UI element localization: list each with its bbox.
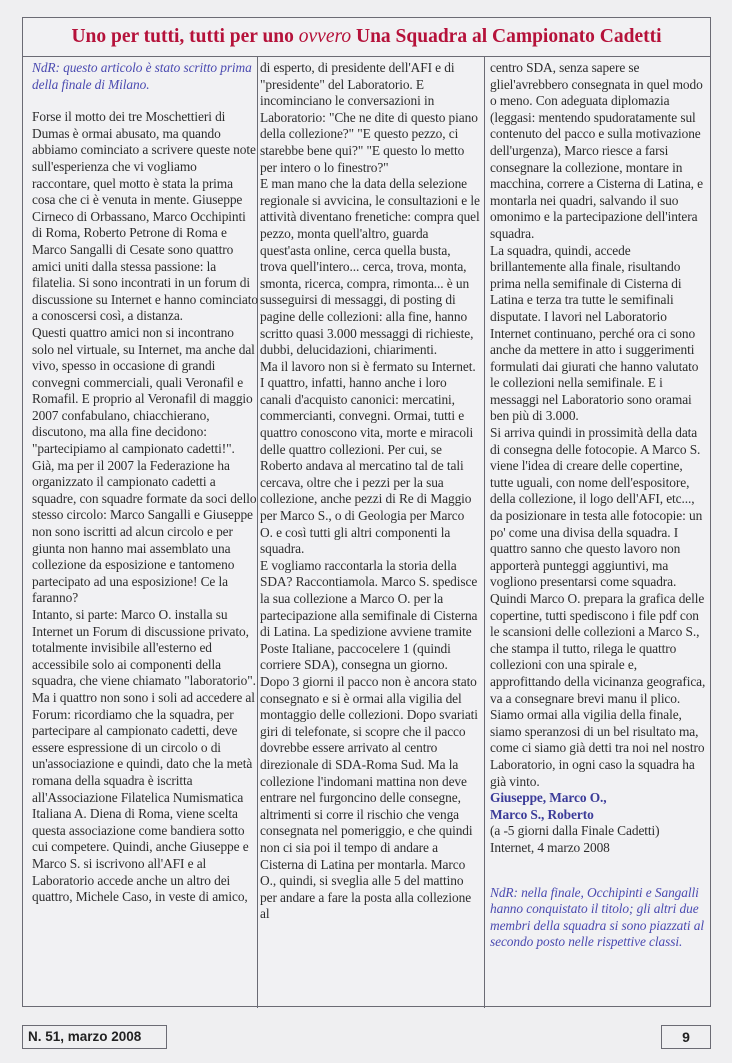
column-divider — [484, 56, 485, 1008]
title-part1: Uno per tutti, tutti per uno — [71, 26, 299, 47]
article-columns — [23, 56, 710, 1008]
paragraph: Questi quattro amici non si incontrano solo nel virtuale, su Internet, ma anche dal vivo, spesso in occasione di grandi convegni commerciali, quali Veronafil e Romafil. E proprio al Veronafil di maggio 2007 confabulano, chiacchierano, discutono, ma alla fine decidono: "partecipiamo al campionato cadetti!". — [32, 324, 255, 457]
column-2 — [260, 60, 480, 1004]
signature-line: Marco S., Roberto — [490, 806, 594, 822]
paragraph: centro SDA, senza sapere se gliel'avrebbero consegnata in quel modo o meno. Con adeguata diplomazia (leggasi: mentendo spudoratamente sul contenuto del pacco e sulla motivazione dell'urgenza), Marco riesce a farsi consegnare la collezione, montare in macchina, correre a Cisterna di Latina, e montarla nei quadri, salvando il suo omonimo e la partecipazione dell'intera squadra. — [490, 60, 704, 241]
paragraph: Forse il motto dei tre Moschettieri di Dumas è ormai abusato, ma quando abbiamo cominciato a scrivere queste note sull'esperienza che vi vogliamo raccontare, quel motto è stata la prima cosa che ci è venuta in mente. Giuseppe Cirneco di Orbassano, Marco Occhipinti di Roma, Roberto Petrone di Roma e Marco Sangalli di Cesate sono quattro amici uniti dalla stessa passione: la filatelia. Si sono incontrati in un forum di discussione su Internet e hanno cominciato a conoscersi così, a distanza. — [32, 109, 258, 324]
article-frame — [22, 17, 711, 1007]
paragraph: La squadra, quindi, accede brillantemente alla finale, risultando prima nella semifinale di Cisterna di Latina e terza tra tutte le semifinali disputate. I lavori nel Laboratorio Internet continuano, perché ora ci sono anche da mettere in atto i suggerimenti formulati dai giurati che hanno valutato le collezioni nella semifinale. E i messaggi nel Laboratorio sono oramai ben più di 3.000. — [490, 242, 699, 424]
paragraph: di esperto, di presidente dell'AFI e di "presidente" del Laboratorio. E incominciano le conversazioni in Laboratorio: "Che ne dite di questo piano della collezione?" "E questo pezzo, ci starebbe bene qui?" "E questo lo metto per intero o lo finestro?" — [260, 60, 478, 175]
paragraph: Intanto, si parte: Marco O. installa su Internet un Forum di discussione privato, totalmente invisibile all'esterno ed accessibile solo ai componenti della squadra, che viene chiamato "laboratorio". — [32, 607, 256, 689]
date-line: (a -5 giorni dalla Finale Cadetti) — [490, 823, 660, 839]
paragraph: Si arriva quindi in prossimità della data di consegna delle fotocopie. A Marco S. viene l'idea di creare delle copertine, tutte uguali, con nome dell'espositore, della collezione, il logo dell'AFI, etc..., da posizionare in testa alle fotocopie: un po' come una divisa della squadra. I quattro sanno che questo lavoro non apporterà punteggi aggiuntivi, ma vogliono presentarsi come squadra. Quindi Marco O. prepara la grafica delle copertine, tutti spediscono i file pdf con le scansioni delle collezioni a Marco S., che stampa il tutto, rilega le quattro collezioni con una spirale e, approfittando della vicinanza geografica, va a consegnare brevi manu il plico. — [490, 425, 706, 706]
paragraph: Siamo ormai alla vigilia della finale, siamo speranzosi di un bel risultato ma, come ci siamo già detti tra noi nel nostro Laboratorio, in ogni caso la squadra ha già vinto. — [490, 707, 705, 789]
title-part2: Una Squadra al Campionato Cadetti — [351, 26, 662, 47]
signature-line: Giuseppe, Marco O., — [490, 790, 607, 806]
paragraph: E vogliamo raccontarla la storia della SDA? Raccontiamola. Marco S. spedisce la sua collezione a Marco O. per la partecipazione alla semifinale di Cisterna di Latina. La spedizione avviene tramite Poste Italiane, paccocelere 1 (quindi corriere SDA), consegna un giorno. Dopo 3 giorni il pacco non è ancora stato consegnato e si è ormai alla vigilia del montaggio delle collezioni. Dopo svariati giri di telefonate, si scopre che il pacco dovrebbe essere arrivato al centro direzionale di SDA-Roma Sud. Ma la collezione l'indomani mattina non deve entrare nel furgoncino delle consegne, altrimenti si corre il rischio che venga consegnata nel pomeriggio, e che quindi non ci sia poi il tempo di andare a Cisterna di Latina per montarla. Marco O., quindi, si sveglia alle 5 del mattino per andare a fare la posta alla collezione al — [260, 557, 478, 922]
issue-label: N. 51, marzo 2008 — [22, 1025, 167, 1049]
article-title — [23, 18, 710, 57]
paragraph: Già, ma per il 2007 la Federazione ha organizzato il campionato cadetti a squadre, con squadre formate da soci dello stesso circolo: Marco Sangalli e Giuseppe non sono iscritti ad alcun circolo e per giunta non hanno mai assemblato una collezione da esposizione e tantomeno partecipato ad una esposizione! Ce la faranno? — [32, 457, 257, 606]
title-italic: ovvero — [298, 26, 352, 47]
paragraph: Ma i quattro non sono i soli ad accedere al Forum: ricordiamo che la squadra, per partecipare al campionato cadetti, deve essere espressione di un circolo o di un'associazione e quindi, dato che la metà romana della squadra è iscritta all'Associazione Filatelica Numismatica Italiana A. Diena di Roma, viene scelta questa associazione come bandiera sotto cui competere. Quindi, anche Giuseppe e Marco S. si iscrivono all'AFI e al Laboratorio accede anche un altro dei quattro, Michele Caso, in veste di amico, — [32, 689, 255, 905]
paragraph: E man mano che la data della selezione regionale si avvicina, le consultazioni e le attività diventano frenetiche: compra quel pezzo, monta quell'altro, guarda quest'asta online, cerca quella busta, trova quell'intero... cerca, trova, monta, smonta, ricerca, compra, rimonta... è un susseguirsi di messaggi, di posting di pagine delle collezioni: alla fine, hanno scritto quasi 3.000 messaggi di richieste, dubbi, delucidazioni, chiarimenti. — [260, 176, 480, 358]
editor-note: NdR: questo articolo è stato scritto prima della finale di Milano. — [32, 60, 252, 92]
final-editor-note: NdR: nella finale, Occhipinti e Sangalli hanno conquistato il titolo; gli altri due membri della squadra si sono piazzati al secondo posto nelle rispettive classi. — [490, 884, 704, 950]
column-1 — [32, 60, 258, 1004]
page-number: 9 — [661, 1025, 711, 1049]
paragraph: Ma il lavoro non si è fermato su Internet. I quattro, infatti, hanno anche i loro canali d'acquisto canonici: mercatini, commercianti, convegni. Ormai, tutti e quattro conoscono vita, morte e miracoli delle quattro collezioni. Per cui, se Roberto andava al mercatino tal de tali cercava, oltre che i pezzi per la sua collezione, anche pezzi di Re di Maggio per Marco S., o di Geologia per Marco O. e così tutti gli altri componenti la squadra. — [260, 358, 476, 557]
date-line: Internet, 4 marzo 2008 — [490, 839, 610, 855]
column-3 — [490, 60, 708, 1004]
